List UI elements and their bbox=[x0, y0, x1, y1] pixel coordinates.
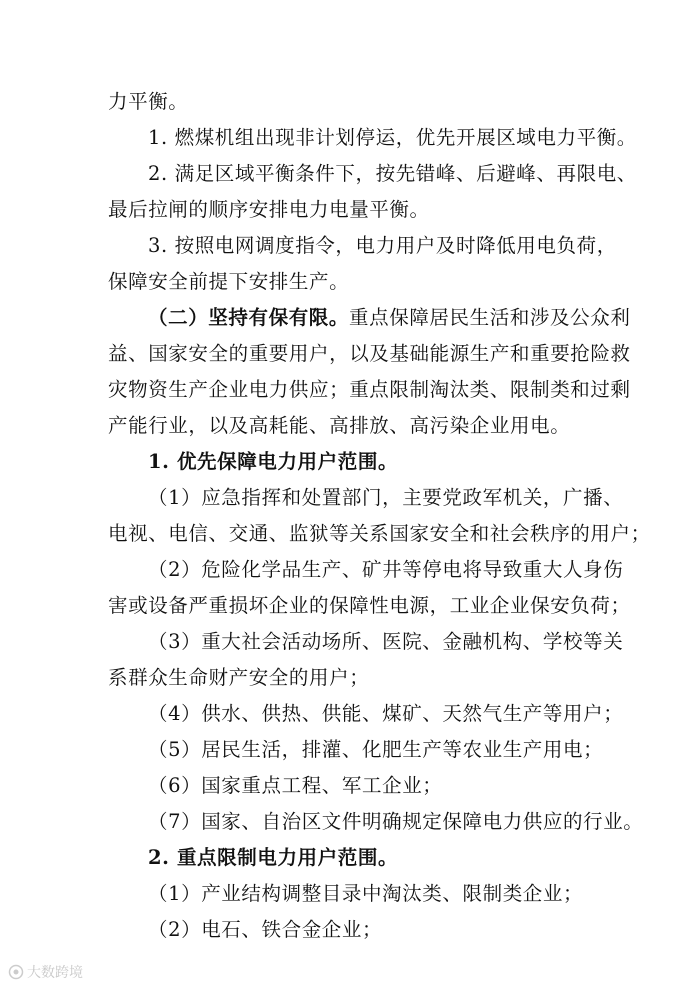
line-text: （2）危险化学品生产、矿井等停电将导致重大人身伤 bbox=[148, 558, 624, 581]
subheading: 1. 优先保障电力用户范围。 bbox=[148, 450, 399, 473]
line-text: 重点保障居民生活和涉及公众利 bbox=[349, 306, 631, 329]
line-text: 害或设备严重损坏企业的保障性电源，工业企业保安负荷； bbox=[108, 594, 631, 617]
text-line bbox=[108, 84, 598, 120]
text-line bbox=[108, 156, 637, 192]
section-heading-line bbox=[108, 300, 631, 336]
watermark-logo-icon bbox=[8, 964, 24, 980]
line-text: （5）居民生活，排灌、化肥生产等农业生产用电； bbox=[148, 738, 604, 761]
text-line bbox=[108, 552, 624, 588]
text-line bbox=[108, 408, 598, 444]
line-text: （7）国家、自治区文件明确规定保障电力供应的行业。 bbox=[148, 810, 644, 833]
line-text: （1）产业结构调整目录中淘汰类、限制类企业； bbox=[148, 882, 584, 905]
text-line bbox=[108, 696, 624, 732]
line-text: （4）供水、供热、供能、煤矿、天然气生产等用户； bbox=[148, 702, 624, 725]
text-line bbox=[108, 264, 598, 300]
text-line bbox=[108, 480, 624, 516]
line-text: 灾物资生产企业电力供应；重点限制淘汰类、限制类和过剩 bbox=[108, 378, 631, 401]
text-line bbox=[108, 732, 604, 768]
text-line bbox=[108, 588, 631, 624]
text-line bbox=[108, 372, 631, 408]
text-line bbox=[108, 876, 598, 912]
text-line bbox=[108, 192, 598, 228]
line-text: 系群众生命财产安全的用户； bbox=[108, 666, 370, 689]
line-text: （6）国家重点工程、军工企业； bbox=[148, 774, 443, 797]
text-line bbox=[108, 228, 617, 264]
line-text: 力平衡。 bbox=[108, 90, 189, 113]
section-heading: （二）坚持有保有限。 bbox=[148, 306, 350, 329]
line-text: 产能行业，以及高耗能、高排放、高污染企业用电。 bbox=[108, 414, 571, 437]
line-text: 益、国家安全的重要用户，以及基础能源生产和重要抢险救 bbox=[108, 342, 631, 365]
text-line bbox=[108, 336, 631, 372]
line-text: 2. 满足区域平衡条件下，按先错峰、后避峰、再限电、 bbox=[148, 162, 637, 185]
text-line bbox=[108, 912, 598, 948]
line-text: 电视、电信、交通、监狱等关系国家安全和社会秩序的用户； bbox=[108, 522, 651, 545]
text-line bbox=[108, 516, 651, 552]
text-line bbox=[108, 768, 598, 804]
watermark-text: 大数跨境 bbox=[27, 965, 83, 981]
text-line bbox=[108, 624, 624, 660]
line-text: （3）重大社会活动场所、医院、金融机构、学校等关 bbox=[148, 630, 624, 653]
subheading-line bbox=[108, 444, 598, 480]
line-text: 保障安全前提下安排生产。 bbox=[108, 270, 350, 293]
line-text: （2）电石、铁合金企业； bbox=[148, 918, 383, 941]
line-text: 1. 燃煤机组出现非计划停运，优先开展区域电力平衡。 bbox=[148, 126, 637, 149]
subheading-line bbox=[108, 840, 598, 876]
document-body bbox=[108, 84, 651, 948]
line-text: 最后拉闸的顺序安排电力电量平衡。 bbox=[108, 198, 430, 221]
text-line bbox=[108, 660, 598, 696]
subheading: 2. 重点限制电力用户范围。 bbox=[148, 846, 399, 869]
watermark bbox=[8, 962, 83, 982]
line-text: （1）应急指挥和处置部门，主要党政军机关，广播、 bbox=[148, 486, 624, 509]
text-line bbox=[108, 804, 644, 840]
line-text: 3. 按照电网调度指令，电力用户及时降低用电负荷， bbox=[148, 234, 617, 257]
text-line bbox=[108, 120, 637, 156]
